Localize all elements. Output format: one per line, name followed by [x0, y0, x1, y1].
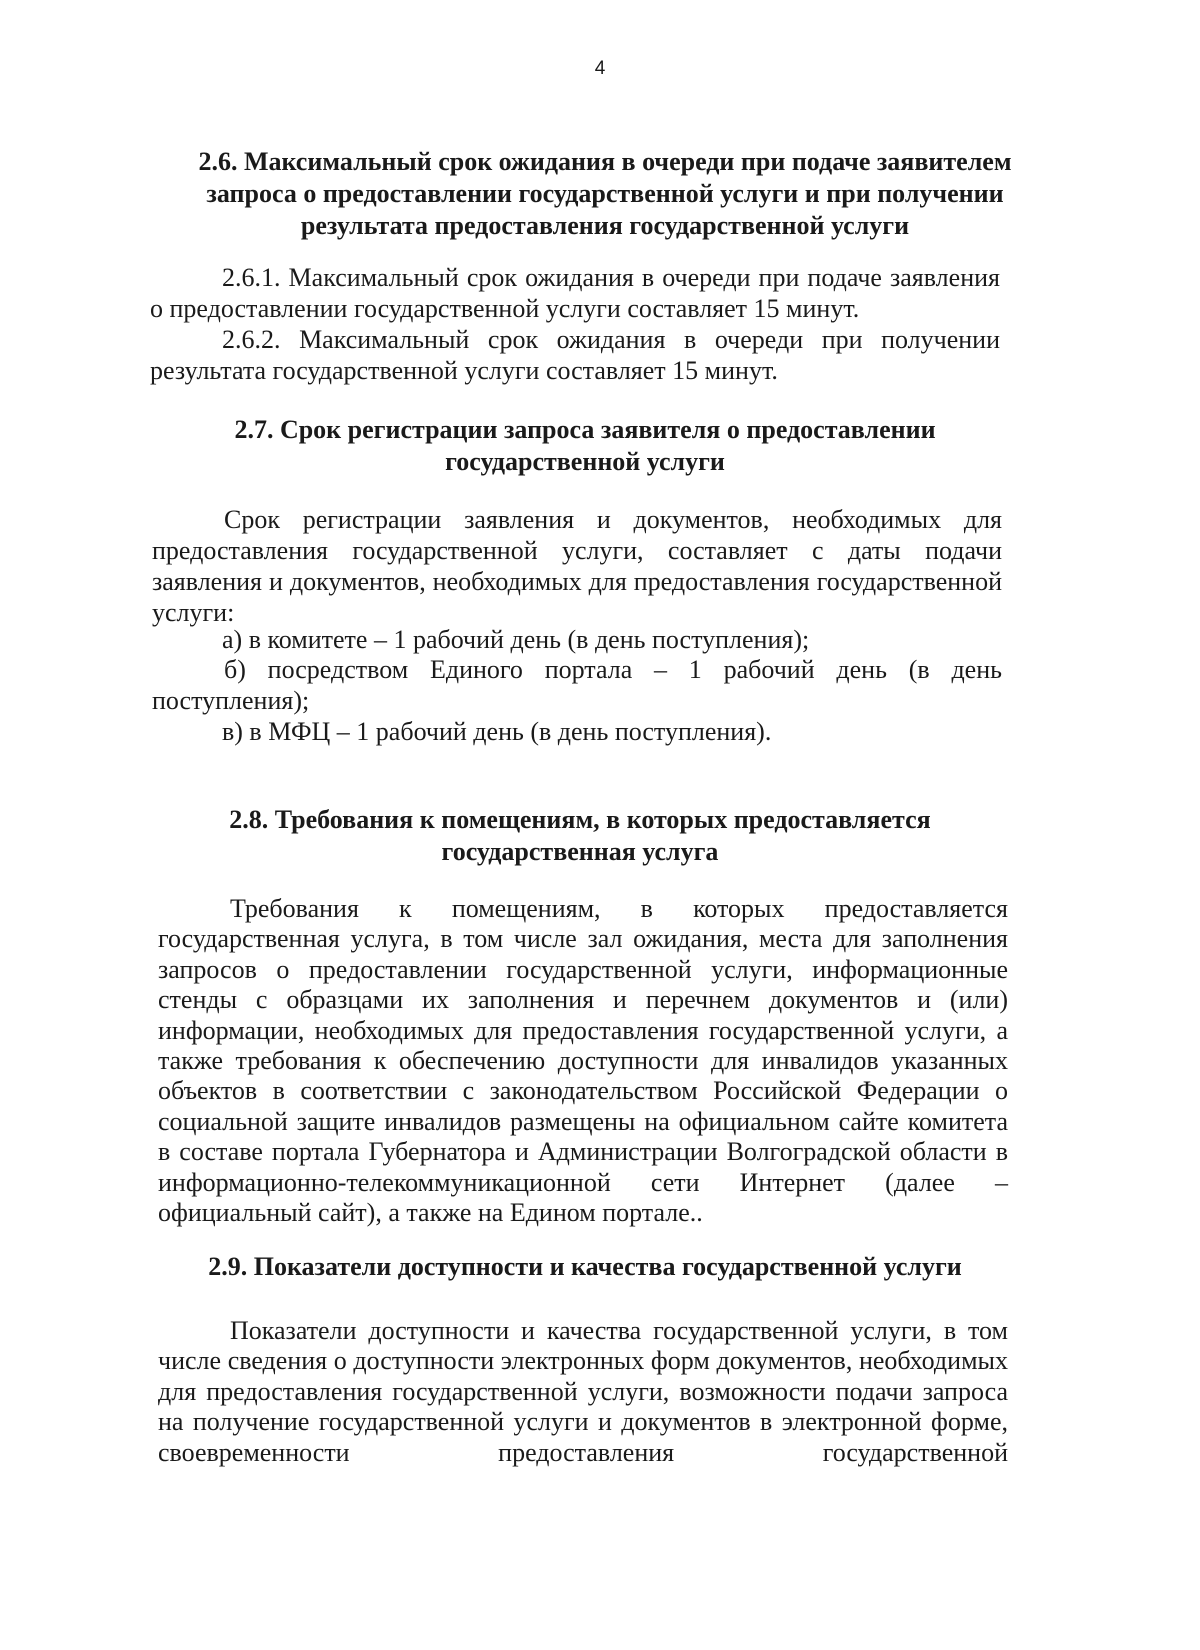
section-2-7-paragraph: Срок регистрации заявления и документов, необходимых для предоставления государственной услуги, составляет с даты подачи заявления и документов, необходимых для предоставления государственной услуги: — [152, 505, 1002, 627]
page-number: 4 — [594, 58, 606, 79]
section-2-9-paragraph: Показатели доступности и качества государственной услуги, в том числе сведения о доступности электронных форм документов, необходимых для предоставления государственной услуги, возможности подачи запроса на получение государственной услуги и документов в электронной форме, своевременности предоставления государственной — [158, 1316, 1008, 1467]
section-2-6-heading: 2.6. Максимальный срок ожидания в очереди при подаче заявителем запроса о предоставлении государственной услуги и при получении результата предоставления государственной услуги — [198, 147, 1012, 240]
section-2-8-paragraph: Требования к помещениям, в которых предоставляется государственная услуга, в том числе зал ожидания, места для заполнения запросов о предоставлении государственной услуги, информационные стенды с образцами их заполнения и перечнем документов и (или) информации, необходимых для предоставления государственной услуги, а также требования к обеспечению доступности для инвалидов указанных объектов в соответствии с законодательством Российской Федерации о социальной защите инвалидов размещены на официальном сайте комитета в составе портала Губернатора и Администрации Волгоградской области в информационно-телекоммуникационной сети Интернет (далее – официальный сайт), а также на Едином портале.. — [158, 894, 1008, 1228]
list-item-c: в) в МФЦ – 1 рабочий день (в день поступления). — [222, 717, 772, 746]
section-2-8-heading: 2.8. Требования к помещениям, в которых предоставляется государственная услуга — [229, 805, 931, 866]
section-2-6-1-paragraph: 2.6.1. Максимальный срок ожидания в очереди при подаче заявления о предоставлении государственной услуги составляет 15 минут. — [150, 263, 1000, 323]
list-item-a: а) в комитете – 1 рабочий день (в день поступления); — [222, 625, 810, 654]
list-item-b: б) посредством Единого портала – 1 рабочий день (в день поступления); — [152, 655, 1002, 715]
section-2-9-heading: 2.9. Показатели доступности и качества государственной услуги — [208, 1252, 962, 1281]
section-2-6-2-paragraph: 2.6.2. Максимальный срок ожидания в очереди при получении результата государственной услуги составляет 15 минут. — [150, 325, 1000, 385]
section-2-7-heading: 2.7. Срок регистрации запроса заявителя о предоставлении государственной услуги — [234, 415, 936, 476]
